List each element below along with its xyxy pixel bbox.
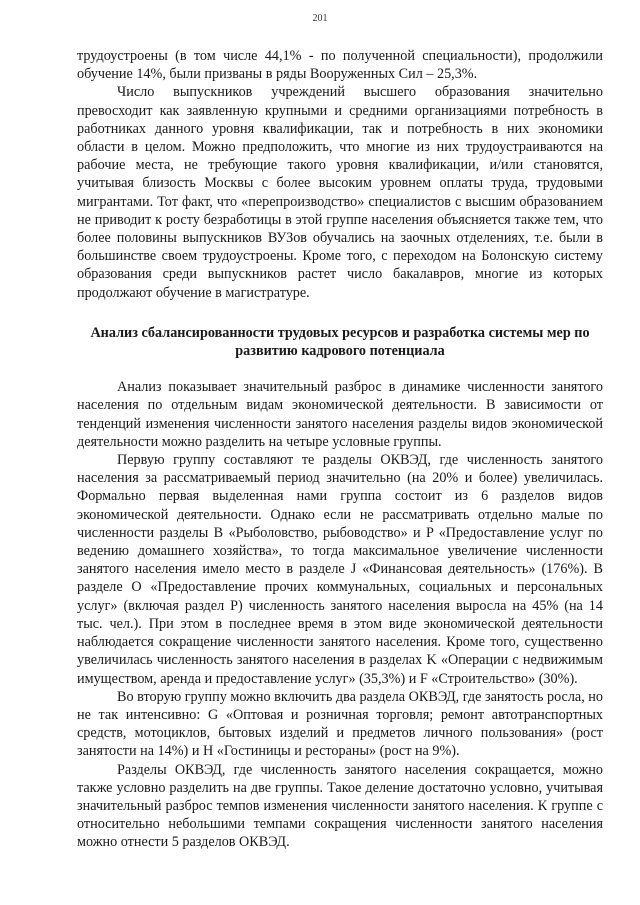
page-number: 201 (312, 13, 328, 24)
page-body (77, 47, 603, 852)
paragraph-continuation: трудоустроены (в том числе 44,1% - по полученной специальности), продолжили обучение 14%, были призваны в ряды Вооруженных Сил – 25,3%. (77, 48, 603, 83)
paragraph-second-group: Во вторую группу можно включить два раздела ОКВЭД, где занятость росла, но не так интенсивно: G «Оптовая и розничная торговля; ремонт автотранспортных средств, мотоциклов, бытовых изделий и предметов личного пользования» (рост занятости на 14%) и H «Гостиницы и рестораны» (рост на 9%). (77, 688, 603, 760)
section-heading: Анализ сбалансированности трудовых ресурсов и разработка системы мер по развитию кадрового потенциала (90, 324, 590, 360)
paragraph-analysis: Анализ показывает значительный разброс в динамике численности занятого населения по отдельным видам экономической деятельности. В зависимости от тенденций изменения численности занятого населения разделы видов экономической деятельности можно разделить на четыре условные группы. (77, 379, 603, 450)
paragraph-graduates: Число выпускников учреждений высшего образования значительно превосходит как заявленную крупными и средними организациями потребность в работниках данного уровня квалификации, так и потребность в них экономики области в целом. Можно предположить, что многие из них трудоустраиваются на рабочие места, не требующие такого уровня квалификации, и/или становятся, учитывая близость Москвы с более высоким уровнем оплаты труда, трудовыми мигрантами. Тот факт, что «перепроизводство» специалистов с высшим образованием не приводит к росту безработицы в этой группе населения объясняется также тем, что более половины выпускников ВУЗов обучались на заочных отделениях, т.е. были в большинстве своем трудоустроены. Кроме того, с переходом на Болонскую систему образования среди выпускников растет число бакалавров, многие из которых продолжают обучение в магистратуре. (77, 84, 603, 301)
paragraph-declining-groups: Разделы ОКВЭД, где численность занятого населения сокращается, можно также условно разделить на две группы. Такое деление достаточно условно, учитывая значительный разброс темпов изменения численности занятого населения. К группе с относительно небольшими темпами сокращения численности занятого населения можно отнести 5 разделов ОКВЭД. (77, 761, 603, 851)
paragraph-first-group: Первую группу составляют те разделы ОКВЭД, где численность занятого населения за рассматриваемый период значительно (на 20% и более) увеличилась. Формально первая выделенная нами группа состоит из 6 разделов видов экономической деятельности. Однако если не рассматривать отдельно малые по численности разделы B «Рыболовство, рыбоводство» и P «Предоставление услуг по ведению домашнего хозяйства», то тогда максимальное увеличение численности занятого населения имело место в разделе J «Финансовая деятельность» (176%). В разделе O «Предоставление прочих коммунальных, социальных и персональных услуг» (включая раздел P) численность занятого населения выросла на 45% (на 14 тыс. чел.). При этом в последнее время в этом виде экономической деятельности наблюдается сокращение численности занятого населения. Кроме того, существенно увеличилась численность занятого населения в разделах K «Операции с недвижимым имуществом, аренда и предоставление услуг» (35,3%) и F «Строительство» (30%). (77, 452, 603, 687)
